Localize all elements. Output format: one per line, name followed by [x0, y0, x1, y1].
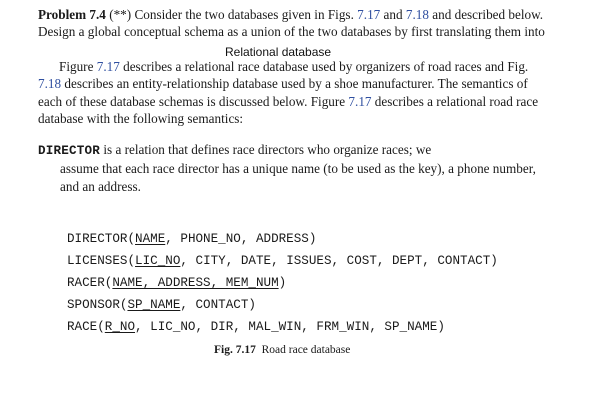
figure-caption — [214, 344, 350, 356]
relation-attributes: , CONTACT) — [180, 298, 256, 312]
relation-schema-list — [67, 228, 498, 338]
relation-name: DIRECTOR( — [67, 232, 136, 246]
annotation-overlay: Relational database — [225, 45, 332, 59]
primary-key: NAME — [135, 232, 166, 246]
problem-text: Consider the two databases given in Figs. — [131, 7, 358, 22]
caption-text: Road race database — [261, 344, 351, 356]
relation-attributes: , LIC_NO, DIR, MAL_WIN, FRM_WIN, SP_NAME) — [135, 320, 445, 334]
problem-label: Problem 7.4 — [38, 7, 106, 22]
problem-text: and — [380, 7, 406, 22]
intro-paragraph — [38, 58, 548, 128]
primary-key: LIC_NO — [135, 254, 181, 268]
relation-name: SPONSOR( — [67, 298, 128, 312]
schema-row — [67, 294, 498, 316]
relation-name: LICENSES( — [67, 254, 136, 268]
schema-row — [67, 250, 498, 272]
relation-attributes: ) — [278, 276, 287, 290]
figure-link-7-18[interactable]: 7.18 — [405, 7, 429, 22]
relation-name: RACER( — [67, 276, 113, 290]
primary-key: NAME, ADDRESS, MEM_NUM — [112, 276, 279, 290]
definition-term: DIRECTOR — [38, 144, 101, 158]
schema-row — [67, 228, 498, 250]
primary-key: R_NO — [104, 320, 136, 334]
difficulty-marker: (**) — [109, 7, 132, 22]
figure-link-7-17[interactable]: 7.17 — [348, 93, 372, 109]
definition-text: is a relation that defines race directors who organize races; we — [103, 142, 432, 157]
figure-link-7-18[interactable]: 7.18 — [38, 76, 62, 92]
intro-text: describes a relational race database used by organizers of road races and Fig. — [119, 59, 529, 74]
director-definition — [38, 141, 548, 195]
relation-name: RACE( — [67, 320, 105, 334]
figure-link-7-17[interactable]: 7.17 — [357, 7, 381, 22]
intro-text: Figure — [59, 59, 97, 74]
primary-key: SP_NAME — [127, 298, 181, 312]
intro-text: describes an entity-relationship database used by a shoe manufacturer. The semantics of each of these database schemas is discussed below. Figure — [38, 76, 528, 109]
schema-row — [67, 316, 498, 338]
relation-attributes: , PHONE_NO, ADDRESS) — [165, 232, 317, 246]
problem-text: and described below. Design a global conceptual schema as a union of the two databases by first translating them into — [38, 7, 545, 40]
schema-row — [67, 272, 498, 294]
intro-text: describes a relational road race database with the following semantics: — [38, 93, 539, 127]
figure-link-7-17[interactable]: 7.17 — [96, 59, 120, 74]
definition-continuation: assume that each race director has a unique name (to be used as the key), a phone number, and an address. — [60, 161, 536, 194]
problem-statement — [38, 6, 548, 41]
caption-figure-number: Fig. 7.17 — [214, 344, 256, 356]
relation-attributes: , CITY, DATE, ISSUES, COST, DEPT, CONTACT) — [180, 254, 498, 268]
